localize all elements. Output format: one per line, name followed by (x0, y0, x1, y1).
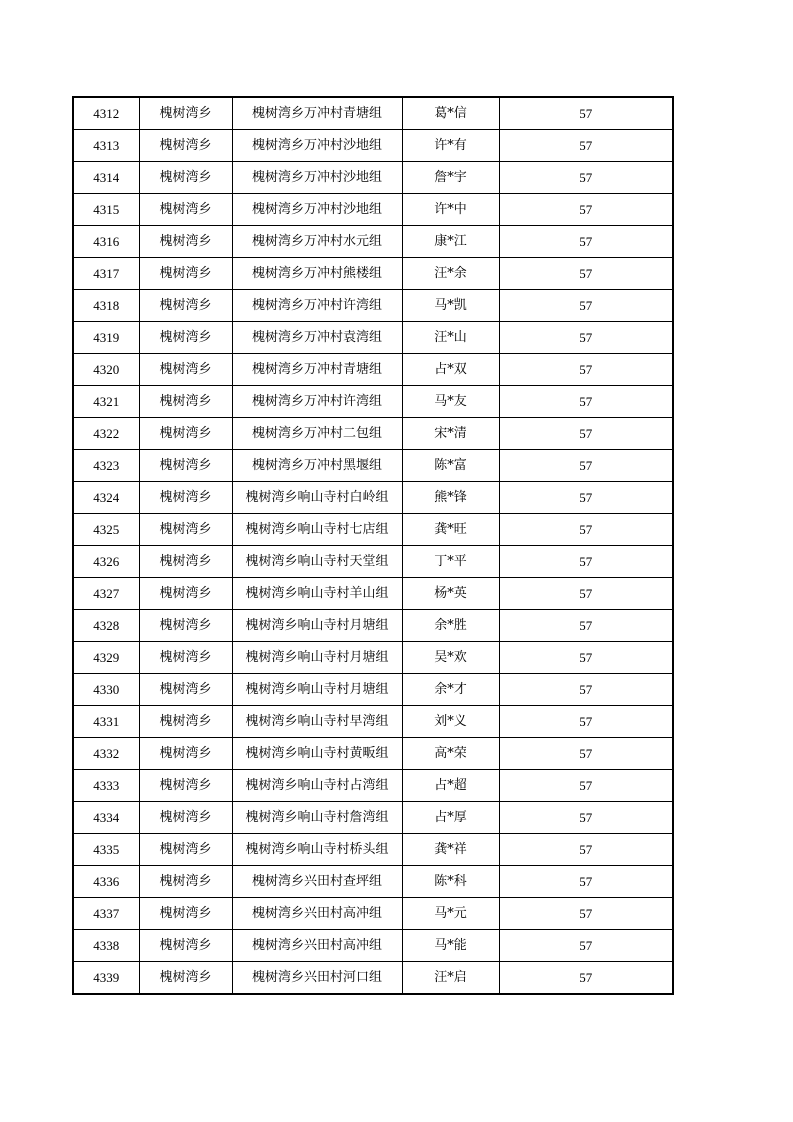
township-cell: 槐树湾乡 (139, 546, 232, 578)
person-name-cell: 余*胜 (402, 610, 499, 642)
village-group-cell: 槐树湾乡响山寺村羊山组 (232, 578, 402, 610)
row-number-cell: 4337 (73, 898, 139, 930)
row-number-cell: 4321 (73, 386, 139, 418)
row-number-cell: 4336 (73, 866, 139, 898)
row-number-cell: 4339 (73, 962, 139, 995)
village-group-cell: 槐树湾乡万冲村水元组 (232, 226, 402, 258)
township-cell: 槐树湾乡 (139, 482, 232, 514)
village-group-cell: 槐树湾乡万冲村许湾组 (232, 290, 402, 322)
row-number-cell: 4325 (73, 514, 139, 546)
village-group-cell: 槐树湾乡万冲村青塘组 (232, 97, 402, 130)
township-cell: 槐树湾乡 (139, 610, 232, 642)
table-row (73, 418, 673, 450)
person-name-cell: 杨*英 (402, 578, 499, 610)
person-name-cell: 汪*启 (402, 962, 499, 995)
township-cell: 槐树湾乡 (139, 418, 232, 450)
township-cell: 槐树湾乡 (139, 354, 232, 386)
township-cell: 槐树湾乡 (139, 642, 232, 674)
row-number-cell: 4315 (73, 194, 139, 226)
amount-cell: 57 (499, 450, 673, 482)
table-row (73, 450, 673, 482)
person-name-cell: 葛*信 (402, 97, 499, 130)
village-group-cell: 槐树湾乡兴田村高冲组 (232, 930, 402, 962)
amount-cell: 57 (499, 482, 673, 514)
amount-cell: 57 (499, 578, 673, 610)
amount-cell: 57 (499, 354, 673, 386)
amount-cell: 57 (499, 866, 673, 898)
table-row (73, 546, 673, 578)
township-cell: 槐树湾乡 (139, 514, 232, 546)
amount-cell: 57 (499, 258, 673, 290)
village-group-cell: 槐树湾乡响山寺村黄畈组 (232, 738, 402, 770)
amount-cell: 57 (499, 194, 673, 226)
township-cell: 槐树湾乡 (139, 194, 232, 226)
row-number-cell: 4330 (73, 674, 139, 706)
table-row (73, 962, 673, 995)
village-group-cell: 槐树湾乡万冲村许湾组 (232, 386, 402, 418)
row-number-cell: 4327 (73, 578, 139, 610)
township-cell: 槐树湾乡 (139, 226, 232, 258)
person-name-cell: 汪*余 (402, 258, 499, 290)
amount-cell: 57 (499, 418, 673, 450)
amount-cell: 57 (499, 834, 673, 866)
township-cell: 槐树湾乡 (139, 834, 232, 866)
person-name-cell: 陈*富 (402, 450, 499, 482)
village-group-cell: 槐树湾乡响山寺村月塘组 (232, 610, 402, 642)
person-name-cell: 丁*平 (402, 546, 499, 578)
village-group-cell: 槐树湾乡万冲村袁湾组 (232, 322, 402, 354)
village-group-cell: 槐树湾乡万冲村沙地组 (232, 130, 402, 162)
village-group-cell: 槐树湾乡响山寺村天堂组 (232, 546, 402, 578)
row-number-cell: 4334 (73, 802, 139, 834)
row-number-cell: 4332 (73, 738, 139, 770)
table-row (73, 97, 673, 130)
person-name-cell: 熊*锋 (402, 482, 499, 514)
table-row (73, 482, 673, 514)
amount-cell: 57 (499, 930, 673, 962)
amount-cell: 57 (499, 962, 673, 995)
table-row (73, 770, 673, 802)
table-row (73, 802, 673, 834)
person-name-cell: 龚*旺 (402, 514, 499, 546)
amount-cell: 57 (499, 226, 673, 258)
person-name-cell: 占*厚 (402, 802, 499, 834)
amount-cell: 57 (499, 386, 673, 418)
amount-cell: 57 (499, 514, 673, 546)
township-cell: 槐树湾乡 (139, 97, 232, 130)
table-row (73, 738, 673, 770)
row-number-cell: 4318 (73, 290, 139, 322)
table-row (73, 354, 673, 386)
amount-cell: 57 (499, 898, 673, 930)
amount-cell: 57 (499, 642, 673, 674)
table-row (73, 258, 673, 290)
amount-cell: 57 (499, 97, 673, 130)
row-number-cell: 4338 (73, 930, 139, 962)
village-group-cell: 槐树湾乡响山寺村詹湾组 (232, 802, 402, 834)
village-group-cell: 槐树湾乡万冲村熊楼组 (232, 258, 402, 290)
table-row (73, 930, 673, 962)
amount-cell: 57 (499, 802, 673, 834)
row-number-cell: 4316 (73, 226, 139, 258)
row-number-cell: 4317 (73, 258, 139, 290)
village-group-cell: 槐树湾乡响山寺村桥头组 (232, 834, 402, 866)
township-cell: 槐树湾乡 (139, 258, 232, 290)
table-row (73, 194, 673, 226)
person-name-cell: 汪*山 (402, 322, 499, 354)
person-name-cell: 高*荣 (402, 738, 499, 770)
township-cell: 槐树湾乡 (139, 674, 232, 706)
person-name-cell: 马*友 (402, 386, 499, 418)
township-cell: 槐树湾乡 (139, 386, 232, 418)
row-number-cell: 4322 (73, 418, 139, 450)
row-number-cell: 4313 (73, 130, 139, 162)
township-cell: 槐树湾乡 (139, 738, 232, 770)
row-number-cell: 4331 (73, 706, 139, 738)
township-cell: 槐树湾乡 (139, 866, 232, 898)
table-row (73, 162, 673, 194)
village-group-cell: 槐树湾乡万冲村青塘组 (232, 354, 402, 386)
row-number-cell: 4312 (73, 97, 139, 130)
person-name-cell: 马*凯 (402, 290, 499, 322)
person-name-cell: 马*能 (402, 930, 499, 962)
village-group-cell: 槐树湾乡兴田村河口组 (232, 962, 402, 995)
amount-cell: 57 (499, 130, 673, 162)
village-group-cell: 槐树湾乡万冲村沙地组 (232, 194, 402, 226)
table-row (73, 226, 673, 258)
table-row (73, 514, 673, 546)
person-name-cell: 詹*宇 (402, 162, 499, 194)
row-number-cell: 4333 (73, 770, 139, 802)
table-body (73, 97, 673, 994)
table-row (73, 290, 673, 322)
table-row (73, 322, 673, 354)
village-group-cell: 槐树湾乡兴田村查坪组 (232, 866, 402, 898)
township-cell: 槐树湾乡 (139, 322, 232, 354)
village-group-cell: 槐树湾乡响山寺村白岭组 (232, 482, 402, 514)
village-group-cell: 槐树湾乡响山寺村月塘组 (232, 674, 402, 706)
township-cell: 槐树湾乡 (139, 962, 232, 995)
person-name-cell: 龚*祥 (402, 834, 499, 866)
person-name-cell: 余*才 (402, 674, 499, 706)
township-cell: 槐树湾乡 (139, 450, 232, 482)
village-group-cell: 槐树湾乡万冲村黑堰组 (232, 450, 402, 482)
township-cell: 槐树湾乡 (139, 898, 232, 930)
township-cell: 槐树湾乡 (139, 770, 232, 802)
village-group-cell: 槐树湾乡万冲村二包组 (232, 418, 402, 450)
table-row (73, 130, 673, 162)
person-name-cell: 刘*义 (402, 706, 499, 738)
table-row (73, 866, 673, 898)
village-group-cell: 槐树湾乡响山寺村月塘组 (232, 642, 402, 674)
township-cell: 槐树湾乡 (139, 290, 232, 322)
person-name-cell: 占*双 (402, 354, 499, 386)
amount-cell: 57 (499, 162, 673, 194)
person-name-cell: 陈*科 (402, 866, 499, 898)
village-group-cell: 槐树湾乡响山寺村占湾组 (232, 770, 402, 802)
row-number-cell: 4329 (73, 642, 139, 674)
table-row (73, 578, 673, 610)
table-row (73, 642, 673, 674)
row-number-cell: 4323 (73, 450, 139, 482)
data-table (72, 96, 674, 995)
township-cell: 槐树湾乡 (139, 802, 232, 834)
township-cell: 槐树湾乡 (139, 706, 232, 738)
amount-cell: 57 (499, 290, 673, 322)
amount-cell: 57 (499, 706, 673, 738)
amount-cell: 57 (499, 770, 673, 802)
row-number-cell: 4328 (73, 610, 139, 642)
township-cell: 槐树湾乡 (139, 930, 232, 962)
person-name-cell: 占*超 (402, 770, 499, 802)
table-row (73, 706, 673, 738)
amount-cell: 57 (499, 674, 673, 706)
table-row (73, 834, 673, 866)
table-row (73, 386, 673, 418)
person-name-cell: 许*中 (402, 194, 499, 226)
village-group-cell: 槐树湾乡响山寺村早湾组 (232, 706, 402, 738)
township-cell: 槐树湾乡 (139, 578, 232, 610)
person-name-cell: 马*元 (402, 898, 499, 930)
village-group-cell: 槐树湾乡兴田村高冲组 (232, 898, 402, 930)
table-row (73, 898, 673, 930)
person-name-cell: 康*江 (402, 226, 499, 258)
table-row (73, 610, 673, 642)
row-number-cell: 4326 (73, 546, 139, 578)
amount-cell: 57 (499, 322, 673, 354)
row-number-cell: 4320 (73, 354, 139, 386)
row-number-cell: 4319 (73, 322, 139, 354)
township-cell: 槐树湾乡 (139, 162, 232, 194)
amount-cell: 57 (499, 546, 673, 578)
amount-cell: 57 (499, 610, 673, 642)
person-name-cell: 许*有 (402, 130, 499, 162)
person-name-cell: 吴*欢 (402, 642, 499, 674)
row-number-cell: 4324 (73, 482, 139, 514)
row-number-cell: 4314 (73, 162, 139, 194)
village-group-cell: 槐树湾乡响山寺村七店组 (232, 514, 402, 546)
person-name-cell: 宋*清 (402, 418, 499, 450)
table-row (73, 674, 673, 706)
row-number-cell: 4335 (73, 834, 139, 866)
amount-cell: 57 (499, 738, 673, 770)
village-group-cell: 槐树湾乡万冲村沙地组 (232, 162, 402, 194)
township-cell: 槐树湾乡 (139, 130, 232, 162)
